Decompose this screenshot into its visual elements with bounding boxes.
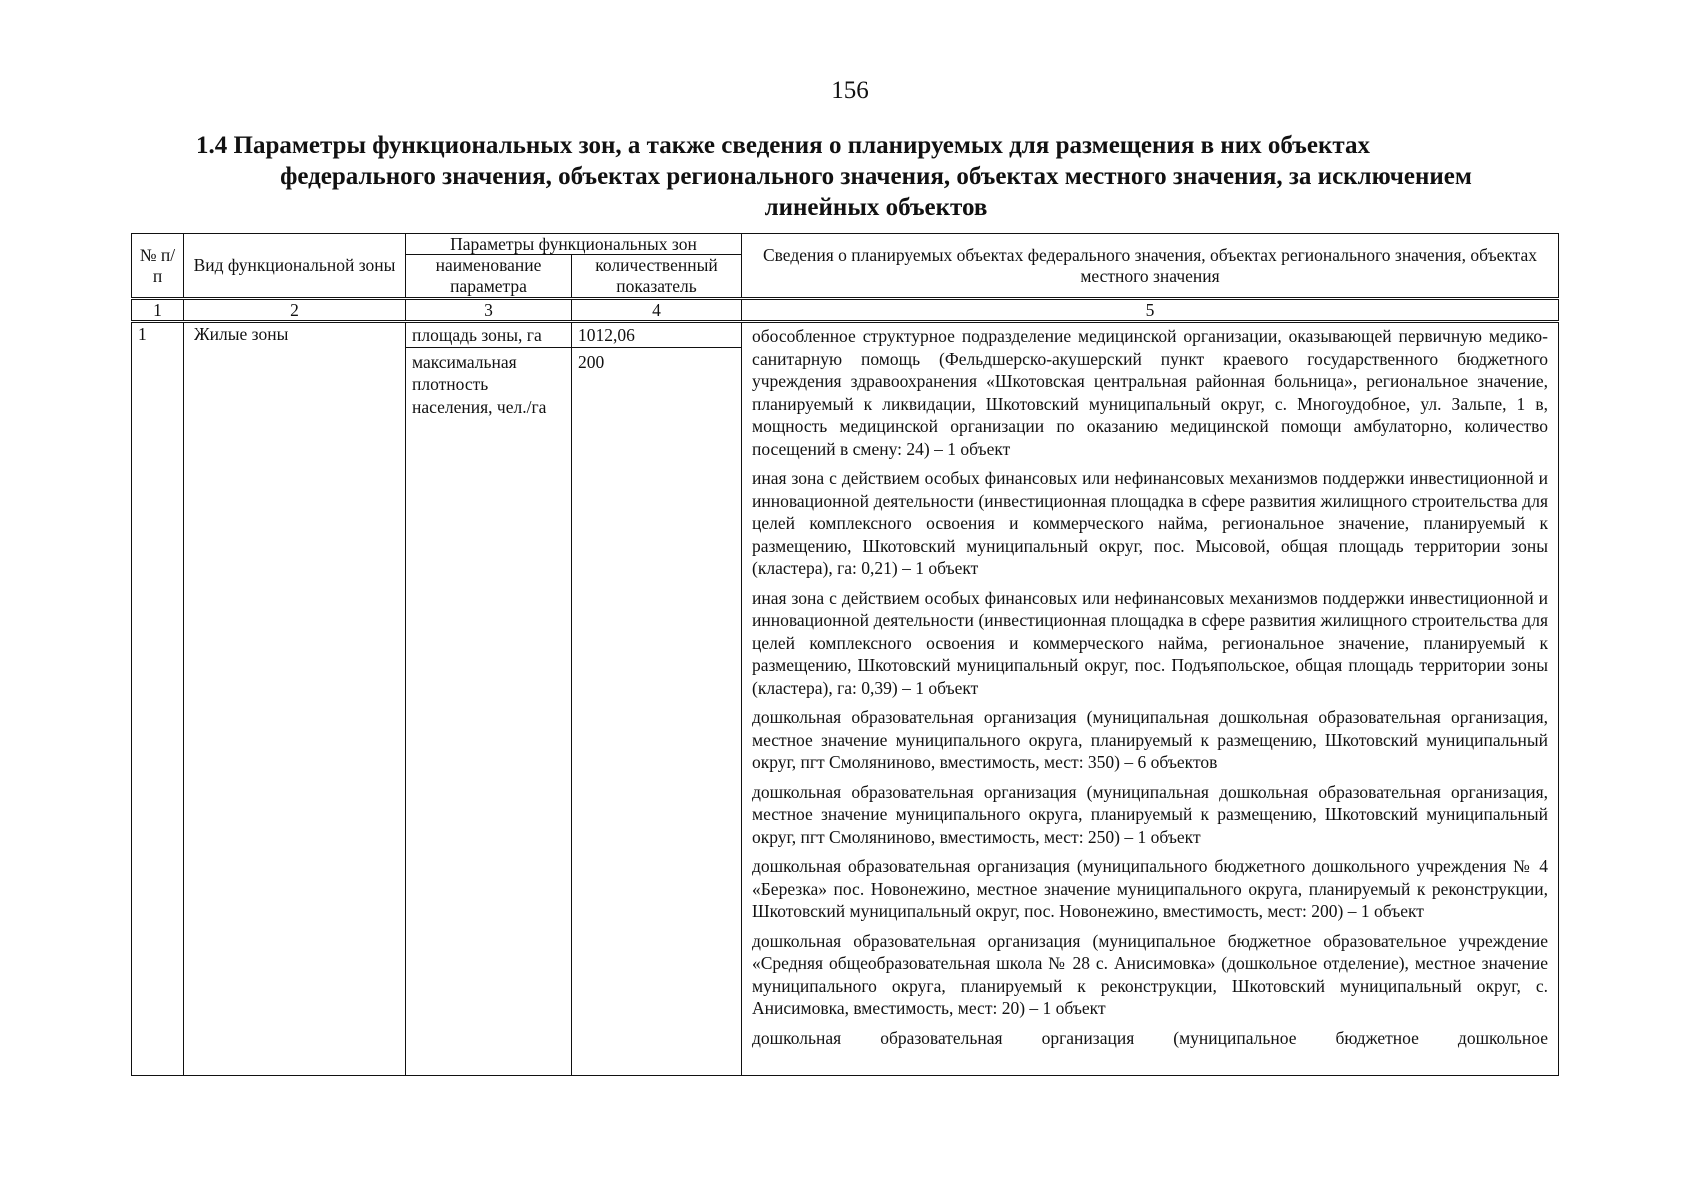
zone-type: Жилые зоны (184, 322, 406, 1076)
planned-object-item: иная зона с действием особых финансовых или нефинансовых механизмов поддержки инвестиционной и инновационной деятельности (инвестиционная площадка в сфере развития жилищного строительства для целей комплексного освоения и коммерческого найма, региональное значение, планируемый к размещению, Шкотовский муниципальный округ, пос. Мысовой, общая площадь территории зоны (кластера), га: 0,21) – 1 объект (752, 468, 1548, 578)
header-param-name: наименование параметра (406, 255, 572, 299)
param-name-density: максимальная плотность населения, чел./га (406, 347, 571, 419)
header-param-value: количественный показатель (572, 255, 742, 299)
planned-object-item: обособленное структурное подразделение медицинской организации, оказывающей первичную медико-санитарную помощь (Фельдшерско-акушерский пункт краевого государственного бюджетного учреждения здравоохранения «Шкотовская центральная районная больница», региональное значение, планируемый к ликвидации, Шкотовский муниципальный округ, с. Многоудобное, ул. Зальпе, 1 в, мощность медицинской организации по оказанию медицинской помощи амбулаторно, количество посещений в смену: 24) – 1 объект (752, 326, 1548, 459)
section-title (196, 130, 1556, 223)
table-header-row (132, 234, 1559, 255)
header-number: № п/п (132, 234, 184, 299)
functional-zones-table (131, 233, 1559, 1076)
column-number: 4 (572, 299, 742, 322)
column-number: 2 (184, 299, 406, 322)
column-numbers-row (132, 299, 1559, 322)
planned-object-item: дошкольная образовательная организация (муниципальное бюджетное дошкольное (752, 1027, 1548, 1048)
page-number: 156 (831, 77, 869, 104)
row-number: 1 (132, 322, 184, 1076)
table-row (132, 322, 1559, 1076)
planned-object-item: дошкольная образовательная организация (муниципальная дошкольная образовательная организация, местное значение муниципального округа, планируемый к размещению, Шкотовский муниципальный округ, пгт Смоляниново, вместимость, мест: 350) – 6 объектов (752, 707, 1548, 772)
section-title-line-1: 1.4 Параметры функциональных зон, а также сведения о планируемых для размещения в них объектах (196, 132, 1370, 159)
column-number: 5 (742, 299, 1559, 322)
header-zone-type: Вид функциональной зоны (184, 234, 406, 299)
planned-object-item: дошкольная образовательная организация (муниципальное бюджетное образовательное учреждение «Средняя общеобразовательная школа № 28 с. Анисимовка» (дошкольное отделение), местное значение муниципального округа, планируемый к реконструкции, Шкотовский муниципальный округ, с. Анисимовка, вместимость, мест: 20) – 1 объект (752, 930, 1548, 1018)
planned-objects-cell (742, 322, 1559, 1076)
planned-object-item: дошкольная образовательная организация (муниципальная дошкольная образовательная организация, местное значение муниципального округа, планируемый к размещению, Шкотовский муниципальный округ, пгт Смоляниново, вместимость, мест: 250) – 1 объект (752, 781, 1548, 847)
header-objects-info: Сведения о планируемых объектах федерального значения, объектах регионального значения, объектах местного значения (742, 234, 1559, 299)
planned-object-item: дошкольная образовательная организация (муниципального бюджетного дошкольного учреждения № 4 «Березка» пос. Новонежино, местное значение муниципального округа, планируемый к реконструкции, Шкотовский муниципальный округ, пос. Новонежино, вместимость, мест: 200) – 1 объект (752, 856, 1548, 921)
planned-object-item: иная зона с действием особых финансовых или нефинансовых механизмов поддержки инвестиционной и инновационной деятельности (инвестиционная площадка в сфере развития жилищного строительства для целей комплексного освоения и коммерческого найма, региональное значение, планируемый к размещению, Шкотовский муниципальный округ, пос. Подъяпольское, общая площадь территории зоны (кластера), га: 0,39) – 1 объект (752, 587, 1548, 698)
param-name-area: площадь зоны, га (412, 325, 542, 345)
param-value-density: 200 (572, 347, 741, 374)
section-title-line-2: федерального значения, объектах регионального значения, объектах местного значения, за исключением (280, 163, 1472, 190)
column-number: 1 (132, 299, 184, 322)
header-params-group: Параметры функциональных зон (406, 234, 742, 255)
column-number: 3 (406, 299, 572, 322)
param-value-area: 1012,06 (578, 325, 635, 345)
section-title-line-3: линейных объектов (764, 194, 988, 221)
